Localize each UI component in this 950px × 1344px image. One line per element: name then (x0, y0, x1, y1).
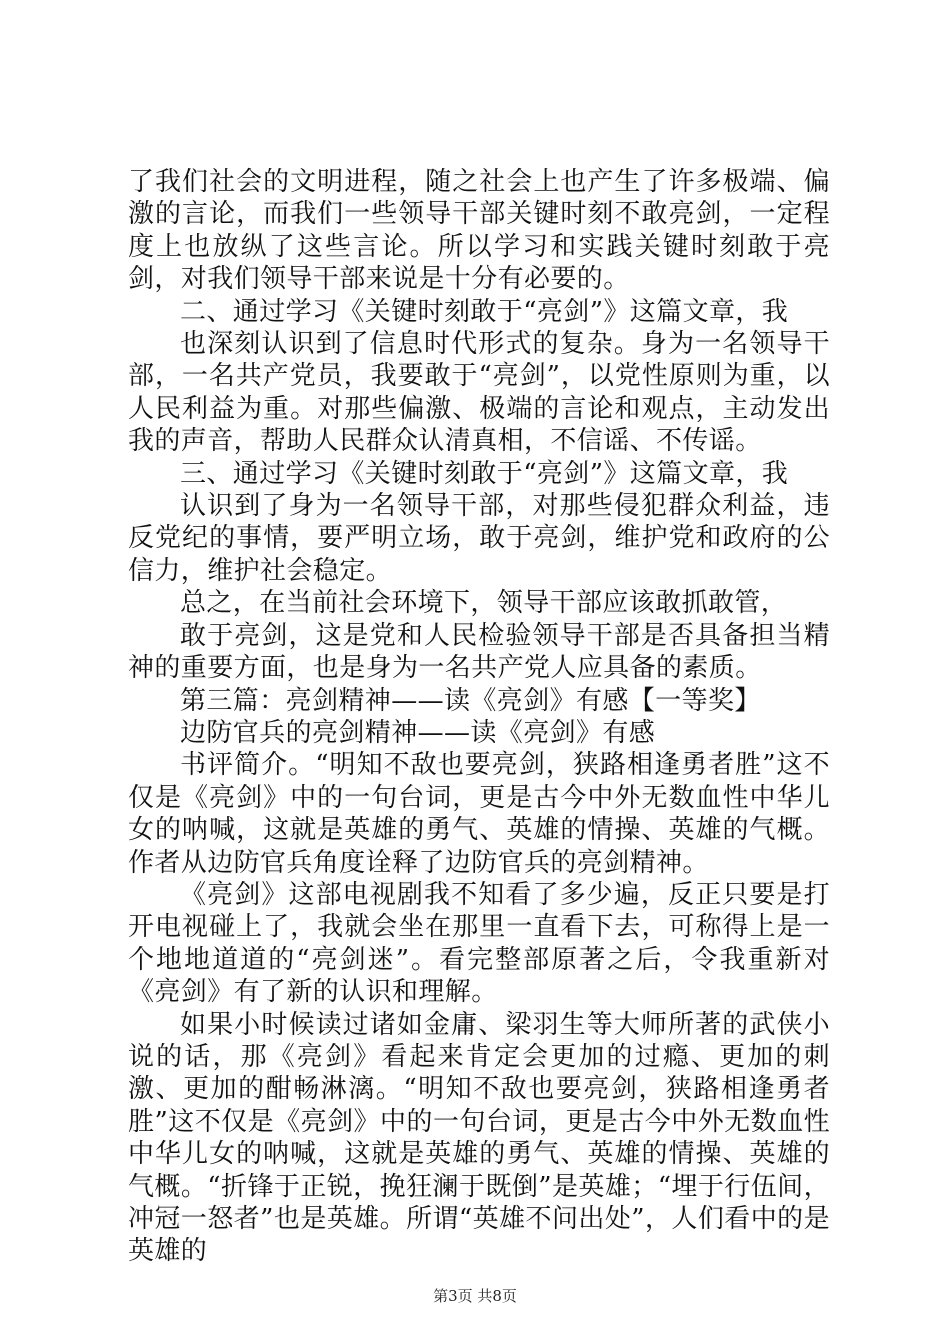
paragraph-section-three-heading: 三、通过学习《关键时刻敢于“亮剑”》这篇文章，我 (180, 458, 789, 489)
article-subtitle: 边防官兵的亮剑精神——读《亮剑》有感 (180, 717, 656, 748)
paragraph: 也深刻认识到了信息时代形式的复杂。身为一名领导干部，一名共产党员，我要敢于“亮剑”，以党性原则为重，以人民利益为重。对那些偏激、极端的言论和观点，主动发出我的声音，帮助人民群众认清真相，不信谣、不传谣。 (128, 329, 830, 457)
paragraph: 认识到了身为一名领导干部，对那些侵犯群众利益，违反党纪的事情，要严明立场，敢于亮剑，维护党和政府的公信力，维护社会稳定。 (128, 491, 830, 586)
page-number-footer: 第3页 共8页 (433, 1287, 517, 1305)
paragraph-continuation: 了我们社会的文明进程，随之社会上也产生了许多极端、偏激的言论，而我们一些领导干部关键时刻不敢亮剑，一定程度上也放纵了这些言论。所以学习和实践关键时刻敢于亮剑，对我们领导干部来说是十分有必要的。 (128, 167, 830, 295)
paragraph-conclusion-heading: 总之，在当前社会环境下，领导干部应该敢抓敢管， (180, 588, 788, 619)
document-body (128, 166, 830, 1268)
paragraph: 《亮剑》这部电视剧我不知看了多少遍，反正只要是打开电视碰上了，我就会坐在那里一直看下去，可称得上是一个地地道道的“亮剑迷”。看完整部原著之后，令我重新对《亮剑》有了新的认识和理解。 (128, 879, 830, 1008)
paragraph-section-two-heading: 二、通过学习《关键时刻敢于“亮剑”》这篇文章，我 (180, 296, 789, 327)
article-title: 第三篇：亮剑精神——读《亮剑》有感【一等奖】 (180, 685, 761, 716)
paragraph-book-review-intro: 书评简介。“明知不敌也要亮剑，狭路相逢勇者胜”这不仅是《亮剑》中的一句台词，更是古今中外无数血性中华儿女的呐喊，这就是英雄的勇气、英雄的情操、英雄的气概。作者从边防官兵角度诠释了边防官兵的亮剑精神。 (128, 750, 830, 878)
paragraph: 如果小时候读过诸如金庸、梁羽生等大师所著的武侠小说的话，那《亮剑》看起来肯定会更加的过瘾、更加的刺激、更加的酣畅淋漓。“明知不敌也要亮剑，狭路相逢勇者胜”这不仅是《亮剑》中的一句台词，更是古今中外无数血性中华儿女的呐喊，这就是英雄的勇气、英雄的情操、英雄的气概。“折锋于正锐，挽狂澜于既倒”是英雄；“埋于行伍间，冲冠一怒者”也是英雄。所谓“英雄不问出处”，人们看中的是英雄的 (128, 1009, 830, 1267)
paragraph: 敢于亮剑，这是党和人民检验领导干部是否具备担当精神的重要方面，也是身为一名共产党人应具备的素质。 (128, 620, 830, 684)
